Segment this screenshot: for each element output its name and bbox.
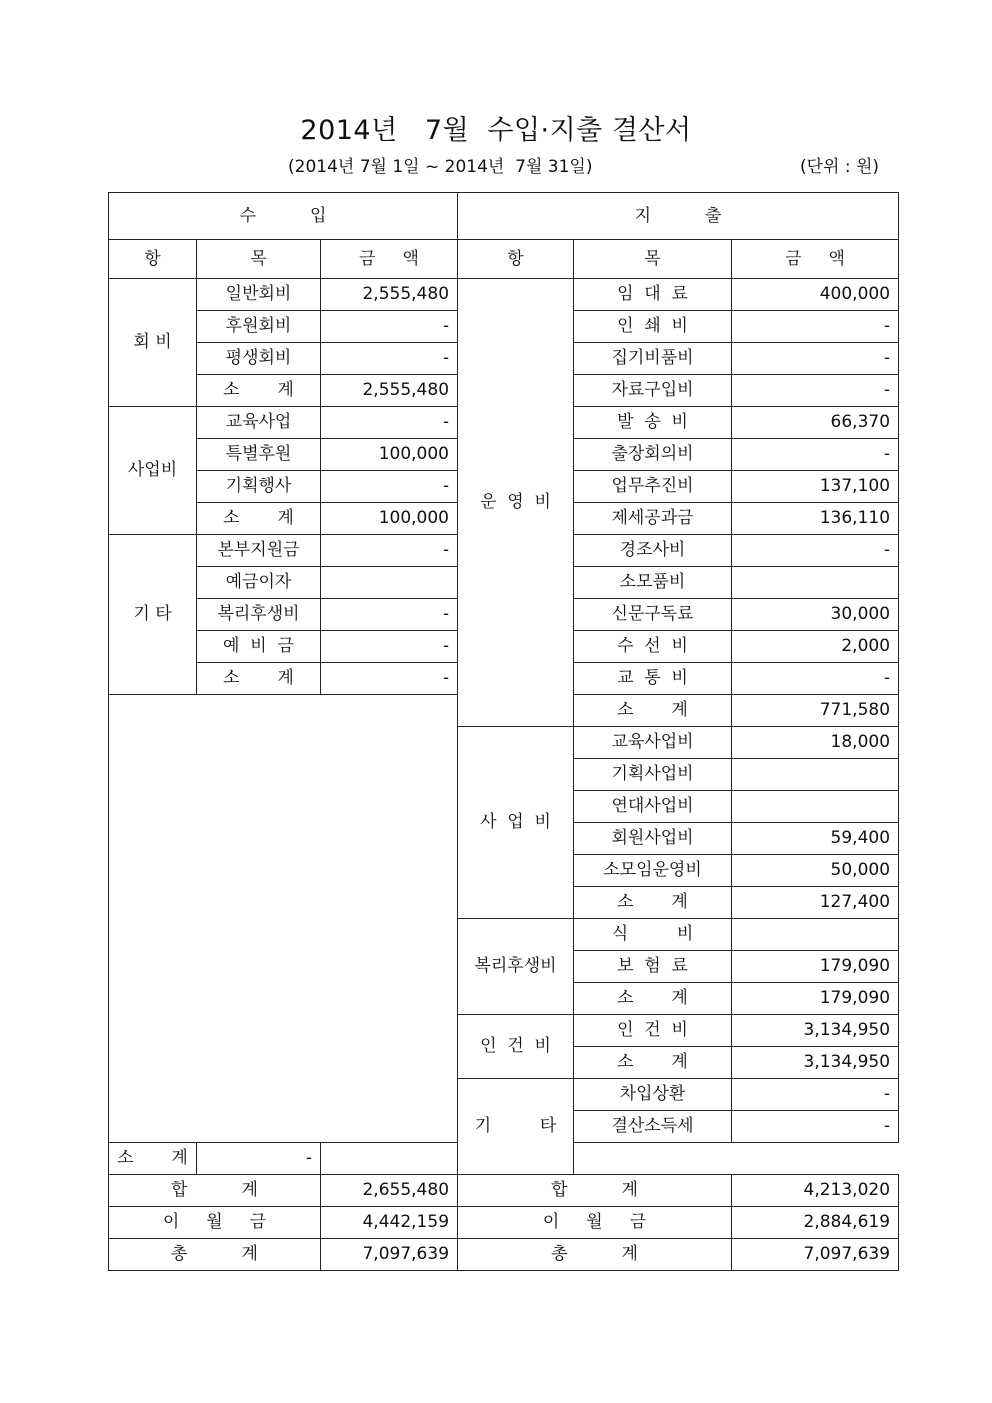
expense-subtotal-label: 소 계 [574, 887, 732, 919]
income-item-amount: - [321, 407, 458, 439]
expense-group-name: 복리후생비 [458, 919, 574, 1015]
income-subtotal-amount: 2,555,480 [321, 375, 458, 407]
income-grand-total-amount: 7,097,639 [321, 1239, 458, 1271]
expense-subtotal-amount: 3,134,950 [732, 1047, 899, 1079]
income-item-amount: 100,000 [321, 439, 458, 471]
expense-item-label: 기획사업비 [574, 759, 732, 791]
income-item-amount: - [321, 599, 458, 631]
income-item-amount: - [321, 631, 458, 663]
expense-header: 지 출 [458, 193, 899, 240]
expense-subtotal-amount: 127,400 [732, 887, 899, 919]
income-item-amount: - [321, 471, 458, 503]
income-blank-area [109, 695, 458, 1143]
expense-item-amount: 3,134,950 [732, 1015, 899, 1047]
income-item-label: 예 비 금 [197, 631, 321, 663]
income-subtotal-amount: - [321, 663, 458, 695]
expense-group-name: 인 건 비 [458, 1015, 574, 1079]
expense-item-amount: - [732, 311, 899, 343]
expense-item-amount: - [732, 343, 899, 375]
expense-item-amount: - [732, 1079, 899, 1111]
expense-item-amount: - [732, 439, 899, 471]
expense-group-name: 사 업 비 [458, 727, 574, 919]
expense-item-amount: 179,090 [732, 951, 899, 983]
expense-item-label: 교 통 비 [574, 663, 732, 695]
expense-item-label: 보 험 료 [574, 951, 732, 983]
income-carryover-label: 이 월 금 [109, 1207, 321, 1239]
expense-subtotal-label: 소 계 [109, 1143, 197, 1175]
expense-item-label: 발 송 비 [574, 407, 732, 439]
income-item-label: 교육사업 [197, 407, 321, 439]
income-item-amount: 2,555,480 [321, 279, 458, 311]
income-total-label: 합 계 [109, 1175, 321, 1207]
carryover-row [109, 1207, 899, 1239]
income-subtotal-label: 소 계 [197, 663, 321, 695]
income-item-amount: - [321, 535, 458, 567]
expense-item-amount: 59,400 [732, 823, 899, 855]
expense-total-amount: 4,213,020 [732, 1175, 899, 1207]
income-hang-header: 항 [109, 240, 197, 279]
expense-item-label: 출장회의비 [574, 439, 732, 471]
unit-label: (단위 : 원) [800, 157, 880, 177]
expense-item-amount: 400,000 [732, 279, 899, 311]
expense-total-label: 합 계 [458, 1175, 732, 1207]
expense-item-amount: 66,370 [732, 407, 899, 439]
expense-item-amount: 18,000 [732, 727, 899, 759]
income-subtotal-label: 소 계 [197, 503, 321, 535]
expense-item-label: 연대사업비 [574, 791, 732, 823]
expense-item-label: 회원사업비 [574, 823, 732, 855]
expense-item-amount [732, 567, 899, 599]
income-item-amount: - [321, 311, 458, 343]
income-amount-header: 금 액 [321, 240, 458, 279]
income-subtotal-label: 소 계 [197, 375, 321, 407]
income-item-label: 본부지원금 [197, 535, 321, 567]
expense-item-label: 신문구독료 [574, 599, 732, 631]
expense-grand-total-label: 총 계 [458, 1239, 732, 1271]
table-row [109, 279, 899, 311]
income-item-label: 후원회비 [197, 311, 321, 343]
expense-item-amount: 137,100 [732, 471, 899, 503]
income-item-label: 특별후원 [197, 439, 321, 471]
expense-item-amount: - [732, 1111, 899, 1143]
grand-total-row [109, 1239, 899, 1271]
expense-item-label: 자료구입비 [574, 375, 732, 407]
expense-group-name: 운 영 비 [458, 279, 574, 727]
expense-item-amount [732, 759, 899, 791]
document-title: 2014년 7월 수입·지출 결산서 [300, 115, 692, 146]
expense-item-amount: 50,000 [732, 855, 899, 887]
expense-item-label: 인 건 비 [574, 1015, 732, 1047]
expense-item-label: 제세공과금 [574, 503, 732, 535]
income-subtotal-amount: 100,000 [321, 503, 458, 535]
expense-item-label: 업무추진비 [574, 471, 732, 503]
expense-item-amount: 136,110 [732, 503, 899, 535]
expense-subtotal-amount: - [197, 1143, 321, 1175]
expense-item-label: 식 비 [574, 919, 732, 951]
expense-hang-header: 항 [458, 240, 574, 279]
income-group-name: 기 타 [109, 535, 197, 695]
income-item-label: 예금이자 [197, 567, 321, 599]
expense-item-amount: - [732, 535, 899, 567]
income-item-label: 평생회비 [197, 343, 321, 375]
expense-item-label: 차입상환 [574, 1079, 732, 1111]
income-item-label: 일반회비 [197, 279, 321, 311]
expense-item-label: 소모품비 [574, 567, 732, 599]
income-item-amount [321, 567, 458, 599]
expense-item-label: 임 대 료 [574, 279, 732, 311]
expense-item-label: 결산소득세 [574, 1111, 732, 1143]
expense-item-amount: 2,000 [732, 631, 899, 663]
expense-carryover-label: 이 월 금 [458, 1207, 732, 1239]
expense-grand-total-amount: 7,097,639 [732, 1239, 899, 1271]
expense-subtotal-amount: 771,580 [732, 695, 899, 727]
expense-item-amount: - [732, 375, 899, 407]
expense-item-amount: - [732, 663, 899, 695]
expense-amount-header: 금 액 [732, 240, 899, 279]
income-grand-total-label: 총 계 [109, 1239, 321, 1271]
expense-item-amount: 30,000 [732, 599, 899, 631]
income-group-name: 회 비 [109, 279, 197, 407]
income-item-label: 기획행사 [197, 471, 321, 503]
expense-item-amount [732, 919, 899, 951]
income-header: 수 입 [109, 193, 458, 240]
expense-carryover-amount: 2,884,619 [732, 1207, 899, 1239]
expense-group-name: 기 타 [458, 1079, 574, 1175]
income-mok-header: 목 [197, 240, 321, 279]
income-item-amount: - [321, 343, 458, 375]
total-row [109, 1175, 899, 1207]
income-carryover-amount: 4,442,159 [321, 1207, 458, 1239]
expense-subtotal-label: 소 계 [574, 1047, 732, 1079]
expense-subtotal-label: 소 계 [574, 695, 732, 727]
expense-item-label: 경조사비 [574, 535, 732, 567]
period-range: (2014년 7월 1일 ~ 2014년 7월 31일) [288, 157, 593, 177]
settlement-table [108, 192, 899, 1271]
expense-subtotal-amount: 179,090 [732, 983, 899, 1015]
income-total-amount: 2,655,480 [321, 1175, 458, 1207]
expense-mok-header: 목 [574, 240, 732, 279]
expense-item-amount [732, 791, 899, 823]
expense-item-label: 인 쇄 비 [574, 311, 732, 343]
expense-item-label: 소모임운영비 [574, 855, 732, 887]
expense-item-label: 교육사업비 [574, 727, 732, 759]
income-group-name: 사업비 [109, 407, 197, 535]
expense-subtotal-label: 소 계 [574, 983, 732, 1015]
expense-item-label: 집기비품비 [574, 343, 732, 375]
income-item-label: 복리후생비 [197, 599, 321, 631]
expense-item-label: 수 선 비 [574, 631, 732, 663]
